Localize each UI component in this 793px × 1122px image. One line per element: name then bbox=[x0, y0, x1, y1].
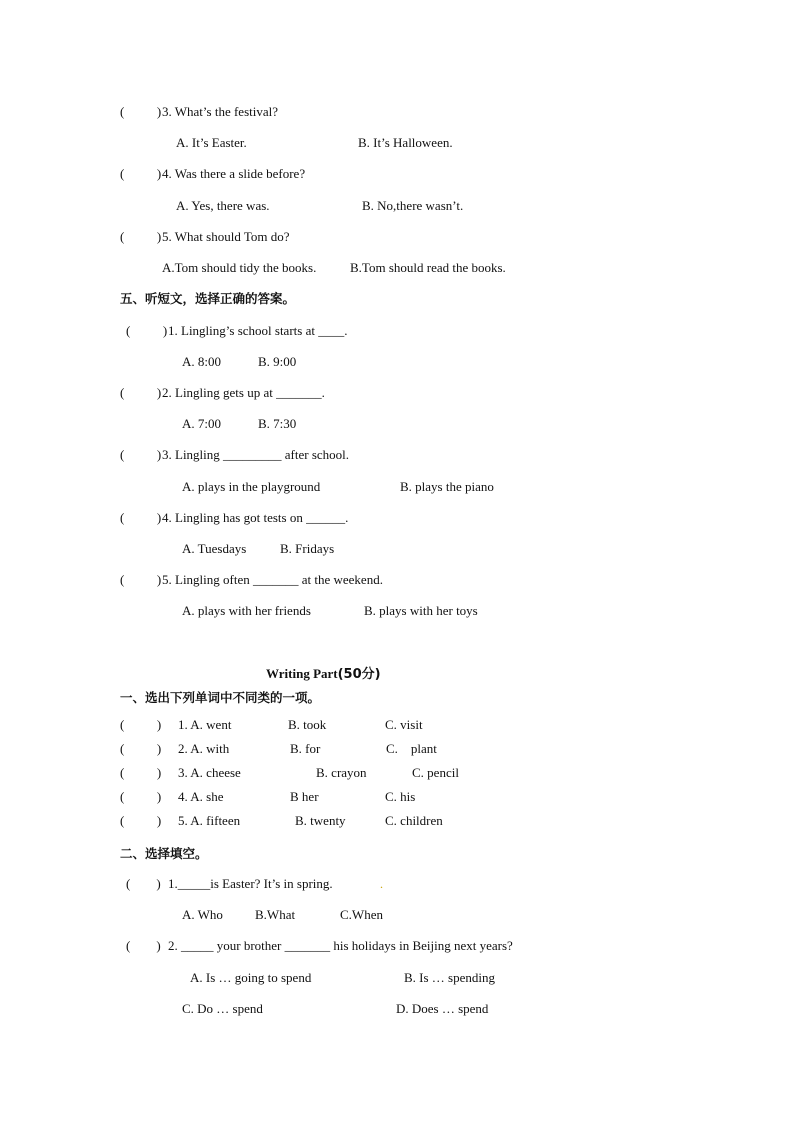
option-b: B. took bbox=[288, 717, 327, 732]
section-heading: 一、选出下列单词中不同类的一项。 bbox=[120, 690, 321, 705]
option-a: A. 8:00 bbox=[182, 354, 221, 369]
option-b: B. 7:30 bbox=[258, 416, 297, 431]
question-text: 5. Lingling often _______ at the weekend. bbox=[162, 572, 383, 587]
option-d: D. Does … spend bbox=[396, 1001, 489, 1016]
question-text: 2. Lingling gets up at _______. bbox=[162, 385, 325, 400]
answer-bracket[interactable]: ( ) bbox=[120, 813, 162, 828]
option-b: B. It’s Halloween. bbox=[358, 135, 453, 150]
option-c: C.When bbox=[340, 907, 383, 922]
option-b: B. crayon bbox=[316, 765, 367, 780]
option-a: 5. A. fifteen bbox=[178, 813, 241, 828]
answer-bracket[interactable]: ( ) bbox=[120, 447, 162, 462]
option-c: C. visit bbox=[385, 717, 423, 732]
section-heading: 五、听短文，选择正确的答案。 bbox=[120, 291, 296, 306]
question-text: 3. What’s the festival? bbox=[162, 104, 279, 119]
option-a: A.Tom should tidy the books. bbox=[162, 260, 317, 275]
question-text: 1._____is Easter? It’s in spring. bbox=[168, 876, 333, 891]
option-a: 1. A. went bbox=[178, 717, 232, 732]
option-a: A. It’s Easter. bbox=[176, 135, 247, 150]
option-b: B. Fridays bbox=[280, 541, 335, 556]
option-a: 3. A. cheese bbox=[178, 765, 241, 780]
option-a: A. plays with her friends bbox=[182, 603, 311, 618]
option-b: B her bbox=[290, 789, 319, 804]
section-heading: 二、选择填空。 bbox=[120, 846, 208, 861]
answer-bracket[interactable]: ( ) bbox=[120, 229, 162, 244]
answer-bracket[interactable]: ( ) bbox=[126, 323, 168, 338]
answer-bracket[interactable]: ( ) bbox=[120, 385, 162, 400]
answer-bracket[interactable]: ( ) bbox=[120, 166, 162, 181]
option-a: 2. A. with bbox=[178, 741, 230, 756]
question-text: 4. Was there a slide before? bbox=[162, 166, 306, 181]
question-text: 2. _____ your brother _______ his holidays in Beijing next years? bbox=[168, 938, 513, 953]
writing-part-title bbox=[266, 666, 381, 683]
answer-bracket[interactable]: ( ) bbox=[120, 510, 162, 525]
answer-bracket[interactable]: ( ) bbox=[120, 104, 162, 119]
option-a: A. plays in the playground bbox=[182, 479, 321, 494]
answer-bracket[interactable]: ( ) bbox=[126, 938, 161, 953]
option-c: C. children bbox=[385, 813, 443, 828]
option-c: C. his bbox=[385, 789, 416, 804]
writing-score: (50分) bbox=[337, 667, 381, 682]
stray-dot: . bbox=[380, 877, 383, 891]
option-a: 4. A. she bbox=[178, 789, 224, 804]
question-text: 1. Lingling’s school starts at ____. bbox=[168, 323, 348, 338]
option-b: B. No,there wasn’t. bbox=[362, 198, 464, 213]
option-a: A. Who bbox=[182, 907, 223, 922]
question-text: 5. What should Tom do? bbox=[162, 229, 290, 244]
answer-bracket[interactable]: ( ) bbox=[120, 572, 162, 587]
option-c: C. Do … spend bbox=[182, 1001, 263, 1016]
answer-bracket[interactable]: ( ) bbox=[120, 741, 162, 756]
option-a: A. 7:00 bbox=[182, 416, 221, 431]
question-text: 3. Lingling _________ after school. bbox=[162, 447, 350, 462]
option-b: B. plays the piano bbox=[400, 479, 494, 494]
option-b: B.What bbox=[255, 907, 296, 922]
answer-bracket[interactable]: ( ) bbox=[120, 789, 162, 804]
answer-bracket[interactable]: ( ) bbox=[126, 876, 161, 891]
option-a: A. Tuesdays bbox=[182, 541, 247, 556]
question-text: 4. Lingling has got tests on ______. bbox=[162, 510, 349, 525]
option-c: C. pencil bbox=[412, 765, 459, 780]
option-a: A. Yes, there was. bbox=[176, 198, 270, 213]
option-b: B. Is … spending bbox=[404, 970, 495, 985]
option-b: B.Tom should read the books. bbox=[350, 260, 506, 275]
writing-title: Writing Part bbox=[266, 666, 338, 681]
option-b: B. twenty bbox=[295, 813, 346, 828]
option-a: A. Is … going to spend bbox=[190, 970, 312, 985]
answer-bracket[interactable]: ( ) bbox=[120, 765, 162, 780]
answer-bracket[interactable]: ( ) bbox=[120, 717, 162, 732]
option-b: B. for bbox=[290, 741, 321, 756]
option-b: B. 9:00 bbox=[258, 354, 297, 369]
option-b: B. plays with her toys bbox=[364, 603, 478, 618]
option-c: C. plant bbox=[386, 741, 437, 756]
